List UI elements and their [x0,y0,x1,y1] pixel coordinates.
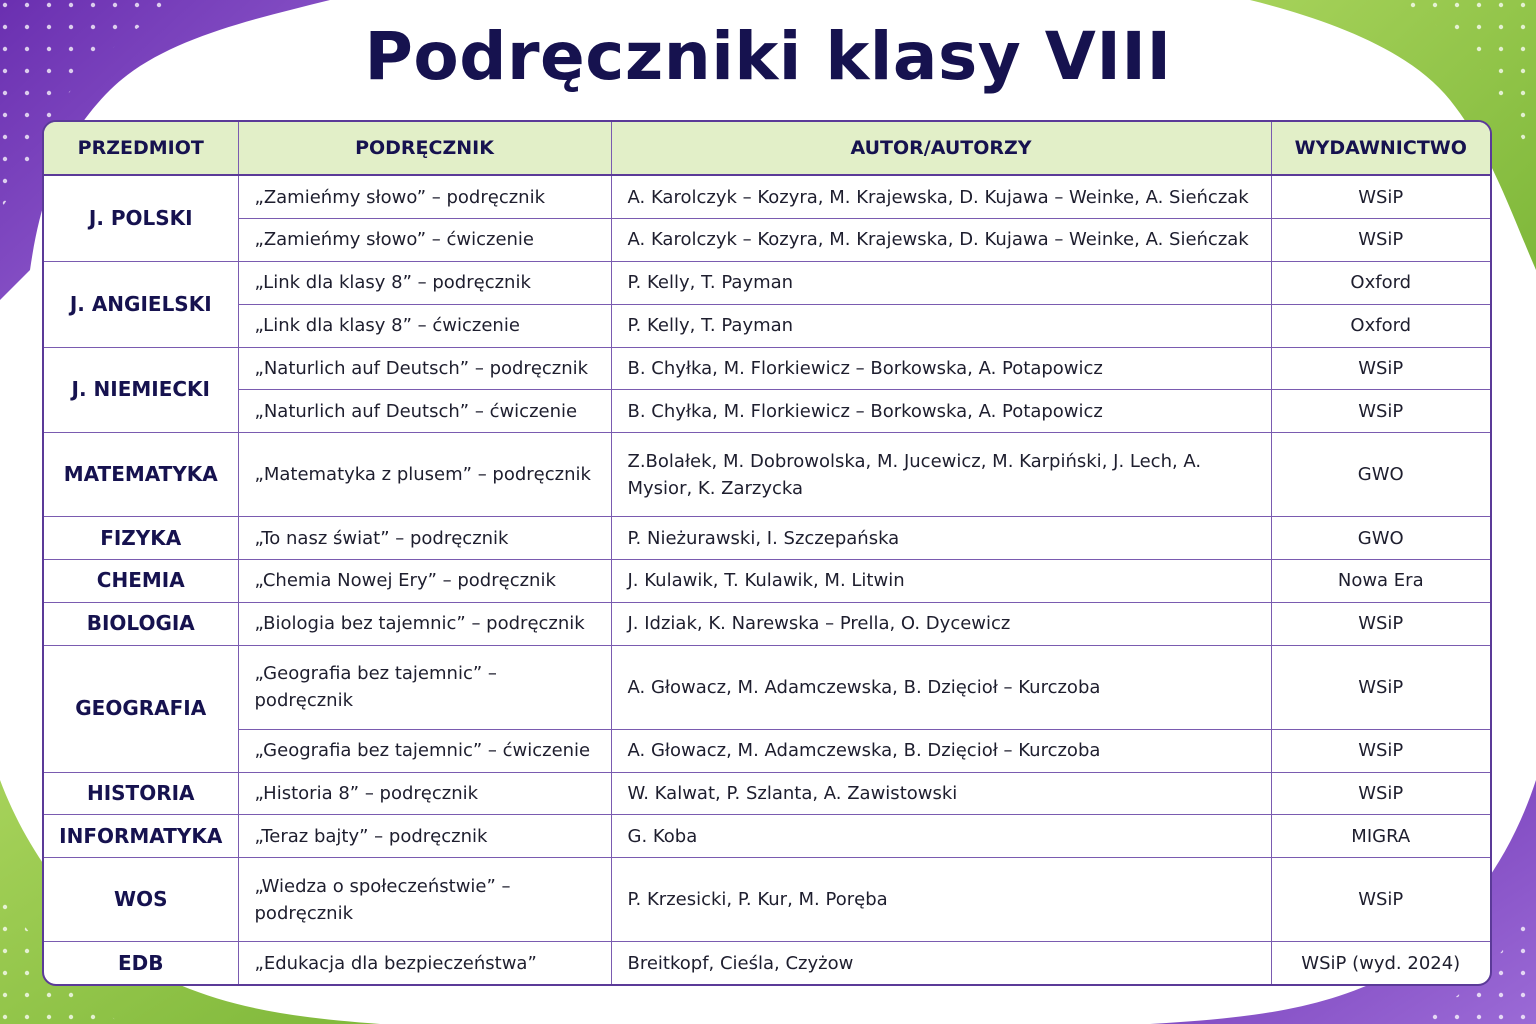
publisher-cell: WSiP [1271,645,1490,729]
authors-cell: A. Karolczyk – Kozyra, M. Krajewska, D. Kujawa – Weinke, A. Sieńczak [611,219,1271,262]
authors-cell: A. Głowacz, M. Adamczewska, B. Dzięcioł – Kurczoba [611,729,1271,772]
header-authors: AUTOR/AUTORZY [611,122,1271,175]
textbook-cell: „Historia 8” – podręcznik [238,772,611,815]
table-row [44,942,1490,984]
textbook-cell: „Matematyka z plusem” – podręcznik [238,433,611,517]
authors-cell: J. Kulawik, T. Kulawik, M. Litwin [611,560,1271,603]
textbook-cell: „Link dla klasy 8” – ćwiczenie [238,304,611,347]
table-row [44,175,1490,219]
subject-cell: WOS [44,858,238,942]
authors-cell: A. Głowacz, M. Adamczewska, B. Dzięcioł – Kurczoba [611,645,1271,729]
publisher-cell: GWO [1271,433,1490,517]
textbook-cell: „Wiedza o społeczeństwie” – podręcznik [238,858,611,942]
table-row [44,433,1490,517]
textbook-cell: „Geografia bez tajemnic” – podręcznik [238,645,611,729]
table-header-row [44,122,1490,175]
table-row [44,772,1490,815]
publisher-cell: WSiP [1271,602,1490,645]
subject-cell: HISTORIA [44,772,238,815]
textbook-cell: „Naturlich auf Deutsch” – ćwiczenie [238,390,611,433]
publisher-cell: WSiP (wyd. 2024) [1301,952,1461,974]
page-title: Podręczniki klasy VIII [364,18,1172,95]
authors-cell: Z.Bolałek, M. Dobrowolska, M. Jucewicz, M. Karpiński, J. Lech, A. Mysior, K. Zarzycka [611,433,1271,517]
publisher-cell: WSiP [1271,390,1490,433]
subject-cell: CHEMIA [44,560,238,603]
authors-cell: J. Idziak, K. Narewska – Prella, O. Dycewicz [611,602,1271,645]
header-subject: PRZEDMIOT [44,122,238,175]
table-row [44,858,1490,942]
subject-cell: MATEMATYKA [44,433,238,517]
table-row [44,219,1490,262]
textbook-table-container [42,120,1492,986]
table-row [44,390,1490,433]
authors-cell: P. Kelly, T. Payman [611,304,1271,347]
publisher-cell: GWO [1271,517,1490,560]
publisher-cell: WSiP [1271,858,1490,942]
textbook-cell: „Teraz bajty” – podręcznik [238,815,611,858]
authors-cell: G. Koba [611,815,1271,858]
table-row [44,304,1490,347]
publisher-cell: WSiP [1271,219,1490,262]
table-row [44,261,1490,304]
table-row [44,729,1490,772]
publisher-cell: Oxford [1271,304,1490,347]
authors-cell: B. Chyłka, M. Florkiewicz – Borkowska, A. Potapowicz [611,390,1271,433]
authors-cell: P. Nieżurawski, I. Szczepańska [611,517,1271,560]
publisher-cell: WSiP [1271,347,1490,390]
authors-cell: Breitkopf, Cieśla, Czyżow [611,942,1271,984]
table-row [44,645,1490,729]
textbook-cell: „Link dla klasy 8” – podręcznik [238,261,611,304]
authors-cell: P. Krzesicki, P. Kur, M. Poręba [611,858,1271,942]
textbook-cell: „To nasz świat” – podręcznik [238,517,611,560]
subject-cell: INFORMATYKA [44,815,238,858]
subject-cell: J. NIEMIECKI [44,347,238,433]
header-publisher: WYDAWNICTWO [1271,122,1490,175]
publisher-cell: WSiP [1271,729,1490,772]
textbook-cell: „Zamieńmy słowo” – podręcznik [238,175,611,219]
publisher-cell: Oxford [1271,261,1490,304]
subject-cell: J. ANGIELSKI [44,261,238,347]
table-row [44,602,1490,645]
textbook-cell: „Edukacja dla bezpieczeństwa” [238,942,611,984]
textbook-cell: „Naturlich auf Deutsch” – podręcznik [238,347,611,390]
table-row [44,347,1490,390]
textbook-cell: „Biologia bez tajemnic” – podręcznik [238,602,611,645]
subject-cell: GEOGRAFIA [44,645,238,772]
authors-cell: B. Chyłka, M. Florkiewicz – Borkowska, A. Potapowicz [611,347,1271,390]
subject-cell: BIOLOGIA [44,602,238,645]
publisher-cell: WSiP [1271,772,1490,815]
publisher-cell: MIGRA [1271,815,1490,858]
textbook-cell: „Chemia Nowej Ery” – podręcznik [238,560,611,603]
textbook-cell: „Geografia bez tajemnic” – ćwiczenie [238,729,611,772]
authors-cell: P. Kelly, T. Payman [611,261,1271,304]
authors-cell: A. Karolczyk – Kozyra, M. Krajewska, D. Kujawa – Weinke, A. Sieńczak [611,175,1271,219]
publisher-cell: Nowa Era [1271,560,1490,603]
textbook-table [44,122,1490,984]
authors-cell: W. Kalwat, P. Szlanta, A. Zawistowski [611,772,1271,815]
table-row [44,517,1490,560]
header-textbook: PODRĘCZNIK [238,122,611,175]
subject-cell: FIZYKA [44,517,238,560]
publisher-cell: WSiP [1271,175,1490,219]
table-row [44,815,1490,858]
subject-cell: J. POLSKI [44,175,238,261]
textbook-cell: „Zamieńmy słowo” – ćwiczenie [238,219,611,262]
table-row [44,560,1490,603]
subject-cell: EDB [44,942,238,984]
